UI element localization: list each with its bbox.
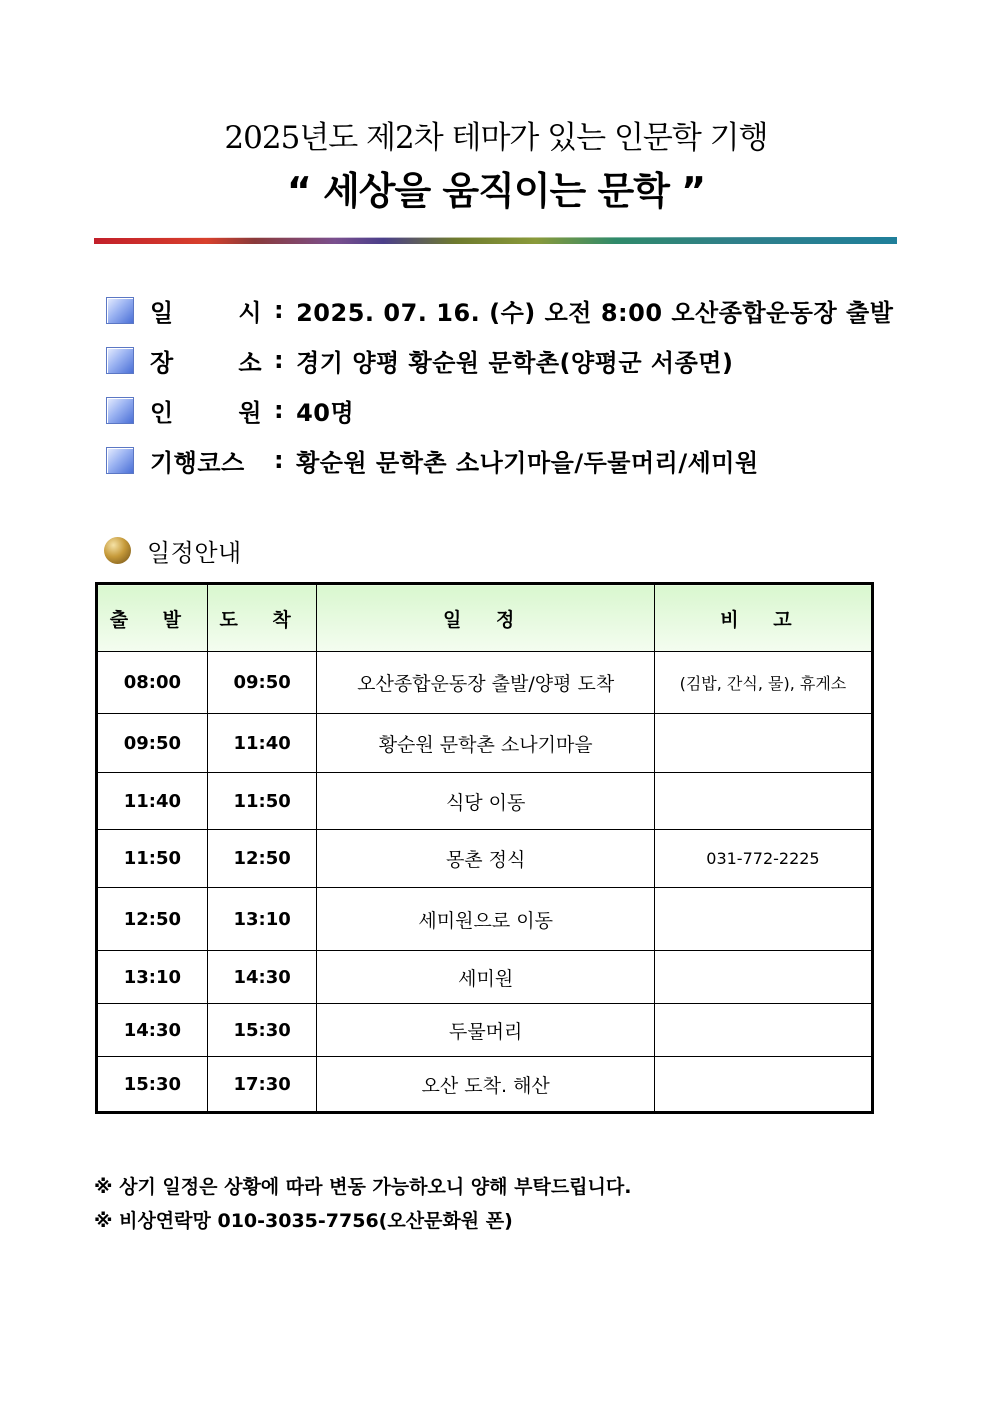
note-cell	[654, 773, 872, 830]
plan-cell: 황순원 문학촌 소나기마을	[317, 714, 654, 773]
note-cell: 031-772-2225	[654, 830, 872, 888]
plan-cell: 두물머리	[317, 1004, 654, 1057]
start-time-cell: 13:10	[97, 951, 208, 1004]
table-header-row	[97, 584, 873, 652]
start-time-cell: 11:50	[97, 830, 208, 888]
info-row-people	[106, 385, 926, 435]
plan-cell: 식당 이동	[317, 773, 654, 830]
end-time-cell: 12:50	[207, 830, 317, 888]
start-time-cell: 11:40	[97, 773, 208, 830]
table-row	[97, 773, 873, 830]
note-cell	[654, 1057, 872, 1113]
decorative-divider	[94, 236, 897, 246]
start-time-cell: 14:30	[97, 1004, 208, 1057]
footnote-change-notice: ※ 상기 일정은 상황에 따라 변동 가능하오니 양해 부탁드립니다.	[94, 1176, 632, 1198]
footnote-emergency-contact: ※ 비상연락망 010-3035-7756(오산문화원 폰)	[94, 1210, 513, 1232]
end-time-cell: 13:10	[207, 888, 317, 951]
info-row-place	[106, 335, 926, 385]
note-cell	[654, 951, 872, 1004]
start-time-cell: 08:00	[97, 652, 208, 714]
table-row	[97, 1057, 873, 1113]
info-row-course	[106, 435, 926, 485]
plan-cell: 오산 도착. 해산	[317, 1057, 654, 1113]
start-time-cell: 09:50	[97, 714, 208, 773]
schedule-heading-label: 일정안내	[147, 539, 242, 567]
info-value: 황순원 문학촌 소나기마을/두물머리/세미원	[296, 448, 759, 477]
note-cell	[654, 714, 872, 773]
start-time-cell: 15:30	[97, 1057, 208, 1113]
end-time-cell: 11:50	[207, 773, 317, 830]
end-time-cell: 17:30	[207, 1057, 317, 1113]
column-header-start: 출 발	[97, 584, 208, 652]
column-header-end: 도 착	[207, 584, 317, 652]
table-row	[97, 714, 873, 773]
info-value: 2025. 07. 16. (수) 오전 8:00 오산종합운동장 출발	[296, 298, 894, 327]
info-value: 경기 양평 황순원 문학촌(양평군 서종면)	[296, 348, 734, 377]
gold-ball-bullet-icon	[104, 537, 131, 564]
note-cell: (김밥, 간식, 물), 휴게소	[654, 652, 872, 714]
plan-cell: 세미원으로 이동	[317, 888, 654, 951]
info-value: 40명	[296, 398, 355, 427]
note-cell	[654, 1004, 872, 1057]
table-row	[97, 888, 873, 951]
square-bullet-icon	[106, 297, 134, 324]
trip-info-list	[106, 285, 926, 485]
square-bullet-icon	[106, 347, 134, 374]
end-time-cell: 15:30	[207, 1004, 317, 1057]
info-label: 일 시	[150, 298, 262, 327]
info-row-date	[106, 285, 926, 335]
square-bullet-icon	[106, 397, 134, 424]
table-row	[97, 830, 873, 888]
info-colon: :	[274, 396, 285, 424]
end-time-cell: 14:30	[207, 951, 317, 1004]
info-label: 장 소	[150, 348, 262, 377]
info-colon: :	[274, 346, 285, 374]
start-time-cell: 12:50	[97, 888, 208, 951]
plan-cell: 몽촌 정식	[317, 830, 654, 888]
document-title: “ 세상을 움직이는 문학 ”	[286, 169, 706, 213]
plan-cell: 오산종합운동장 출발/양평 도착	[317, 652, 654, 714]
column-header-note: 비 고	[654, 584, 872, 652]
info-label: 기행코스	[150, 448, 245, 477]
table-row	[97, 951, 873, 1004]
table-row	[97, 652, 873, 714]
info-label: 인 원	[150, 398, 262, 427]
document-subtitle: 2025년도 제2차 테마가 있는 인문학 기행	[224, 120, 768, 156]
square-bullet-icon	[106, 447, 134, 474]
note-cell	[654, 888, 872, 951]
plan-cell: 세미원	[317, 951, 654, 1004]
column-header-plan: 일 정	[317, 584, 654, 652]
info-colon: :	[274, 296, 285, 324]
info-colon: :	[274, 446, 285, 474]
table-row	[97, 1004, 873, 1057]
schedule-table	[95, 582, 874, 1114]
schedule-heading	[104, 533, 242, 568]
footnotes	[94, 1172, 631, 1240]
end-time-cell: 11:40	[207, 714, 317, 773]
end-time-cell: 09:50	[207, 652, 317, 714]
